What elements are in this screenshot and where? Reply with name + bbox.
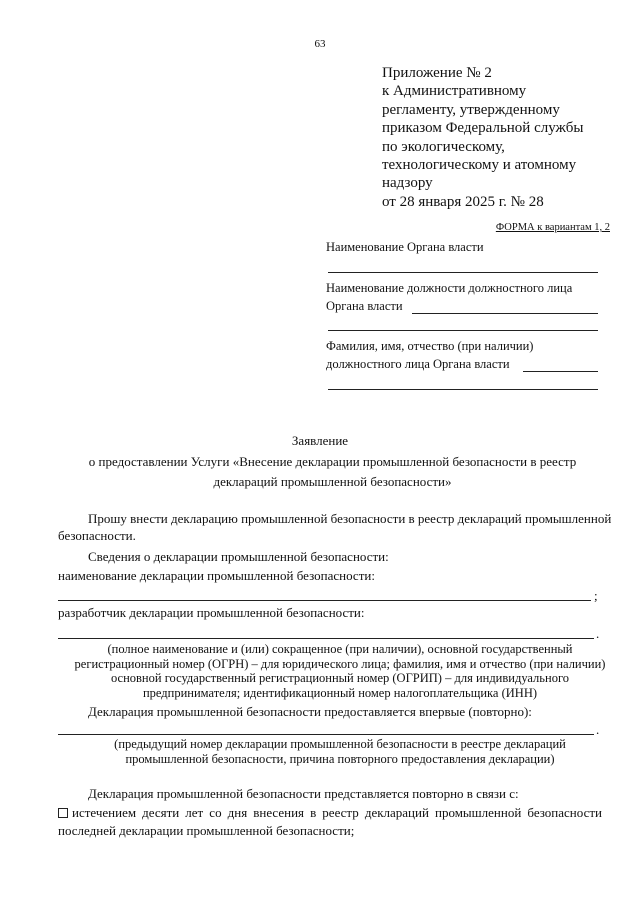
- request-line2: безопасности.: [58, 528, 136, 543]
- fio-label-line1: Фамилия, имя, отчество (при наличии): [326, 339, 534, 353]
- appendix-line: регламенту, утвержденному: [382, 101, 560, 118]
- organ-name-line: [328, 272, 598, 273]
- developer-note: [40, 642, 640, 700]
- form-label: ФОРМА к вариантам 1, 2: [495, 222, 610, 233]
- subtitle-line: деклараций промышленной безопасности»: [213, 474, 452, 489]
- name-label: наименование декларации промышленной безопасности:: [58, 568, 375, 583]
- page-number: 63: [314, 38, 326, 50]
- note-line: регистрационный номер (ОГРН) – для юридического лица; фамилия, имя и отчество (при наличии): [74, 656, 606, 671]
- first-time-label: Декларация промышленной безопасности предоставляется впервые (повторно):: [88, 704, 532, 719]
- note-line: основной государственный регистрационный номер (ОГРИП) – для индивидуального: [110, 671, 570, 686]
- position-label-line1: Наименование должности должностного лица: [326, 281, 573, 295]
- document-subtitle: [60, 452, 605, 492]
- appendix-line: Приложение № 2: [382, 65, 492, 81]
- note-line: промышленной безопасности, причина повторного предоставления декларации): [125, 751, 555, 766]
- name-line: [58, 600, 591, 601]
- position-inline-line: [412, 313, 598, 314]
- appendix-line: от 28 января 2025 г. № 28: [382, 193, 544, 210]
- previous-line: [58, 734, 594, 735]
- appendix-line: приказом Федеральной службы: [382, 120, 584, 137]
- request-line1: Прошу внести декларацию промышленной безопасности в реестр деклараций промышленной: [88, 511, 612, 526]
- fio-inline-line: [523, 371, 598, 372]
- info-heading: Сведения о декларации промышленной безопасности:: [88, 549, 389, 564]
- note-line: предпринимателя; идентификационный номер налогоплательщика (ИНН): [142, 685, 538, 700]
- fio-label-line2: должностного лица Органа власти: [326, 357, 510, 371]
- previous-note: [40, 737, 640, 766]
- developer-label: разработчик декларации промышленной безопасности:: [58, 605, 365, 620]
- developer-line-end: .: [596, 626, 600, 641]
- note-line: (предыдущий номер декларации промышленной безопасности в реестре деклараций: [114, 737, 566, 751]
- name-line-end: ;: [594, 588, 598, 603]
- note-line: (полное наименование и (или) сокращенное (при наличии), основной государственный: [107, 642, 573, 656]
- option1-line2: последней декларации промышленной безопасности;: [58, 823, 355, 838]
- repeat-label: Декларация промышленной безопасности представляется повторно в связи с:: [88, 786, 519, 801]
- document-title: Заявление: [291, 433, 349, 448]
- fio-line: [328, 389, 598, 390]
- organ-name-label: Наименование Органа власти: [326, 240, 484, 254]
- appendix-block: [382, 64, 632, 211]
- appendix-line: по экологическому,: [382, 138, 505, 155]
- position-label-line2: Органа власти: [326, 299, 403, 313]
- option-checkbox[interactable]: [58, 808, 68, 818]
- subtitle-line: о предоставлении Услуги «Внесение декларации промышленной безопасности в реестр: [88, 454, 577, 469]
- appendix-line: к Административному: [382, 83, 527, 100]
- option1-line1: истечением десяти лет со дня внесения в реестр деклараций промышленной безопасности: [72, 805, 602, 820]
- appendix-line: надзору: [382, 175, 433, 192]
- developer-line: [58, 638, 594, 639]
- appendix-line: технологическому и атомному: [382, 157, 577, 174]
- position-line: [328, 330, 598, 331]
- previous-line-end: .: [596, 722, 600, 737]
